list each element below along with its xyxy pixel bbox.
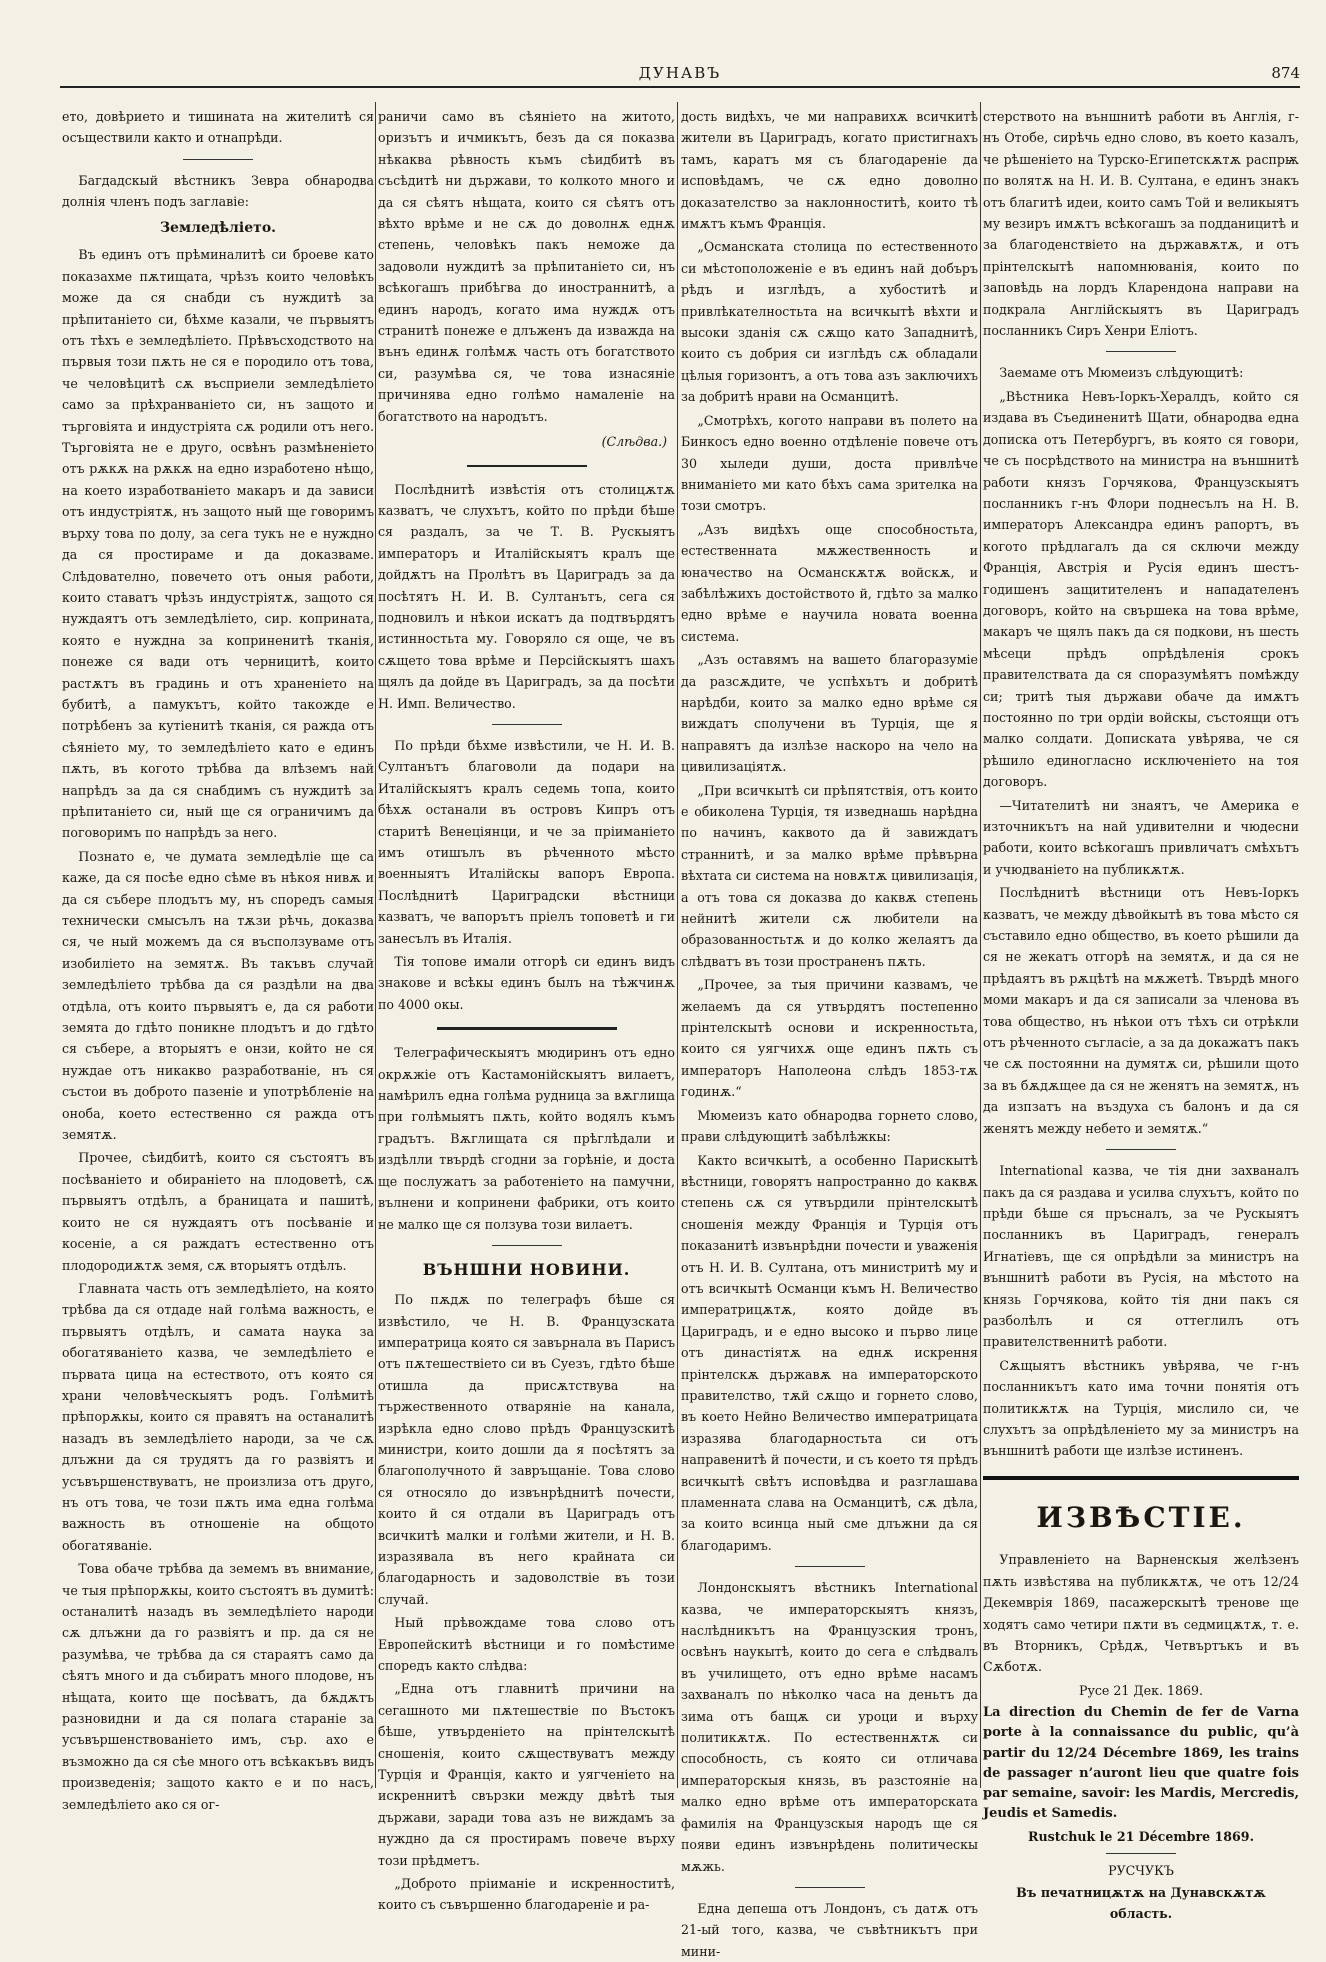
news-item: Една депеша отъ Лондонъ, съ датѫ отъ 21-ый того, казва, че съвѣтникътъ при мини- xyxy=(681,1900,978,1959)
section-heading: ВЪНШНИ НОВИНИ. xyxy=(422,1259,631,1279)
news-item: Тія топове имали отгорѣ си единъ видъ знакове и всѣкы единъ былъ на тѣжчинѫ по 4000 окы. xyxy=(378,954,675,1012)
article-continuation: ето, довѣрието и тишината на жителитѣ ся осъществили както и отнапрѣди. xyxy=(62,109,374,146)
imprint-press: Въ печатницѫтѫ на Дунавскѫтѫ область. xyxy=(1016,1884,1266,1922)
article-paragraph: Въ единъ отъ прѣминалитѣ си броеве като показахме пѫтищата, чрѣзъ които человѣкъ може да ся снабди съ нуждитѣ за прѣпитаніето си, бѣхме казали, че първыятъ отъ тѣхъ е земледѣліето. Прѣвъсходството на първыя този пѫть не ся е породило отъ това, че человѣцитѣ сѫ въсприели земледѣліето само за прѣхранваніето си, нъ защото и търговіята и индустріята сѫ родили отъ него. Търговіята не е друго, освѣнъ размѣненіето отъ рѫкѫ на рѫкѫ на едно изработено нѣщо, на което изработваніето макаръ и да зависи отъ индустріятѫ, нъ защото ный ще говоримъ върху това по долу, за сега тукъ не е нуждно да ся простираме и да доказваме. Слѣдователно, повечето отъ оныя работи, които ставатъ чрѣзъ индустріятѫ, защото ся нуждаятъ отъ земледѣліето, сир. коприната, която е нуждна за коприненитѣ тканія, понеже ся вади отъ черницитѣ, които растѫтъ въ градинь и отъ храненіето на бубитѣ, а памукътъ, който такожде е потрѣбенъ за кутіенитѣ тканія, ся ражда отъ сѣяніето му, то земледѣліето като е единъ пѫть, въ когото трѣбва да влѣземъ най напрѣдъ за да ся снабдимъ съ нуждитѣ за прѣпитаніето си, ный ще ся ограничимъ да поговоримъ по напрѣдъ за него. xyxy=(62,247,374,841)
column-2 xyxy=(378,106,675,1913)
notice-text-bg: Управленіето на Варненскыя желѣзенъ пѫть извѣстява на публикѫтѫ, че отъ 12/24 Декемврія 1869, пасажерскытѣ тренове ще ходятъ само четири пѫти въ седмицѫтѫ, т. е. въ Вторникъ, Срѣдѫ, Четвъртъкъ и въ Сѫботѫ. xyxy=(983,1552,1299,1675)
article-paragraph: Познато е, че думата земледѣліе ще са каже, да ся посѣе едно сѣме въ нѣкоя нивѫ и да ся събере плодътъ му, нъ споредъ самыя технически смысълъ на тѫзи рѣчь, доказва ся, че ный можемъ да ся въсползуваме отъ изобиліето на земятѫ. Въ такъвъ случай земледѣліето трѣбва да ся раздѣли на два отдѣла, отъ които първыятъ е, да ся работи земята до гдѣто поникне плодътъ и до гдѣто ся събере, а вторыятъ е онзи, който не ся нуждае отъ никакво разработваніе, нъ ся състои въ доброто пазеніе и употрѣбленіе на оноба, което естественно ся ражда отъ земятѫ. xyxy=(62,848,374,1143)
news-item: „Доброто пріиманіе и искренноститѣ, които съ съвършенно благодареніе и ра- xyxy=(378,1876,675,1913)
article-paragraph: Послѣднитѣ вѣстници отъ Невъ-Іоркъ казватъ, че между дѣвойкытѣ въ това мѣсто ся съставило едно общество, въ което рѣшили да ся не жекатъ отгорѣ на земятѫ, и да ся не прѣдаятъ въ рѫцѣтѣ на мѫжетѣ. Твърдѣ много моми макаръ и да ся записали за членова въ това общество, нъ нѣкои отъ тѣхъ си отрѣкли отъ рѣченното съгласіе, а за да докажатъ пакъ че сѫ постоянни на думятѫ си, рѣшили щото за въ бѫдѫщее да ся не женятъ на земятѫ, нъ да изпзатъ на въздуха съ балонъ и да ся женятъ между небето и земятѫ.“ xyxy=(983,885,1299,1136)
news-item: Послѣднитѣ извѣстія отъ столицѫтѫ казватъ, че слухътъ, който по прѣди бѣше ся раздалъ, за че Т. В. Рускыятъ императоръ и Италійскыятъ кралъ ще дойдѫтъ на Пролѣтъ въ Цариградъ за да посѣтятъ Н. И. В. Султанътъ, сега ся подновилъ и нѣкои искатъ да подтвърдятъ истинностьта му. Говоряло ся още, че въ сѫщето това врѣме и Персійскыятъ шахъ щялъ да дойде въ Цариградъ, за да посѣти Н. Имп. Величество. xyxy=(378,481,675,711)
news-item: По пѫдѫ по телеграфъ бѣше ся извѣстило, че Н. В. Французската императрица която ся завърнала въ Парисъ отъ пѫтешествіето си въ Суезъ, гдѣто бѣше отишла да присѫтствува на тържественното отваряніе на канала, изрѣкла едно слово прѣдъ Французскитѣ министри, които дошли да я посѣтятъ за благополучното й завръщаніе. Това слово ся относяло до извънрѣднитѣ почести, които й ся отдали въ Цариградъ отъ всичкитѣ малки и голѣми жители, и Н. В. изразявала въ него крайната си благодарность и задоволствіе въ този случай. xyxy=(378,1292,675,1607)
column-4 xyxy=(983,106,1299,1922)
notice-place-bg: Русе 21 Дек. 1869. xyxy=(1078,1682,1204,1698)
column-divider xyxy=(980,102,981,1788)
article-paragraph: „Османската столица по естественното си мѣстоположеніе е въ единъ най добъръ рѣдъ и изглѣдъ, а хубоститѣ и привлѣкателностьта на всичкытѣ вѣхти и высоки зданія сѫ сѫщо като Западнитѣ, които съ добрия си изглѣдъ сѫ обладали цѣлыя горизонтъ, а отъ това азъ заключихъ за добритѣ нрави на Османцитѣ. xyxy=(681,239,978,405)
column-1 xyxy=(62,106,374,1812)
separator-rule xyxy=(437,1027,617,1030)
newspaper-title: ДУНАВЪ xyxy=(638,64,722,82)
news-item: Телеграфическыятъ мюдиринъ отъ едно окрѫжіе отъ Кастамонійскыятъ вилаетъ, намѣрилъ една голѣма рудница за вѫглища при голѣмыятъ пѫть, който водялъ къмъ градътъ. Вѫглищата ся прѣглѣдали и издѣлли твърдѣ сгодни за горѣніе, и доста ще послужатъ за работеніето на памучни, вълнени и копринени фабрики, отъ които не малко ще ся ползува този вилаетъ. xyxy=(378,1045,675,1232)
page-number: 874 xyxy=(1271,64,1300,82)
news-item: По прѣди бѣхме извѣстили, че Н. И. В. Султанътъ благоволи да подари на Италійскыятъ кралъ седемь топа, които бѣхѫ останали въ островъ Кипръ отъ старитѣ Венеціянци, и че за пріиманіето имъ отишълъ въ рѣченното мѣсто военныятъ Италійскы вапоръ Европа. Послѣднитѣ Цариградски вѣстници казватъ, че вапорътъ пріелъ топоветѣ и ги занесълъ въ Италія. xyxy=(378,737,675,946)
article-paragraph: раничи само въ сѣяніето на житото, оризътъ и ичмикътъ, безъ да ся показва нѣкаква рѣвность къмъ сѣидбитѣ въ съсѣдитѣ ни държави, то колкото много и да ся сѣятъ нѣщата, които ся сѣятъ отъ вѣхто врѣме и не сѫ до доволнѫ еднѫ степень, человѣкъ пакъ неможе да задоволи нуждитѣ за прѣпитаніето си, нъ всѣкогашъ прибѣгва до иностраннитѣ, а единъ народъ, когато има нуждѫ отъ странитѣ понеже е длъженъ да изважда на вънъ единѫ голѣмѫ часть отъ богатството си, разумѣва ся, че това изнасяніе причинява едно голѣмо намаленіе на богатството на народътъ. xyxy=(378,109,675,424)
article-paragraph: дость видѣхъ, че ми направихѫ всичкитѣ жители въ Цариградъ, когато пристигнахъ тамъ, каратъ мя съ благодареніе да исповѣдамъ, че сѫ едно доволно доказателство за наклонноститѣ, които тѣ имѫтъ къмъ Франція. xyxy=(681,109,978,232)
article-paragraph: „Азъ видѣхъ още способностьта, естественната мѫжественность и юначество на Османскѫтѫ войскѫ, и забѣлѣжихъ достойството й, гдѣто за малко едно врѣме е научила новата военна система. xyxy=(681,521,978,644)
article-paragraph: „Азъ оставямъ на вашето благоразуміе да разсѫдите, че успѣхътъ и добритѣ нарѣдби, които за малко едно врѣме ся виждатъ сполучени въ Турція, ще я направятъ да излѣзе наскоро на чело на цивилизаціятѫ. xyxy=(681,652,978,775)
news-item: Лондонскыятъ вѣстникъ International казва, че императорскыятъ князъ, наслѣдникътъ на Французския тронъ, освѣнъ наукытѣ, които до сега е слѣдвалъ въ училището, отъ едно врѣме насамъ захваналъ по нѣколко часа на деньтъ да зима отъ бащѫ си уроци и върху политикѫтѫ. По естественнѫтѫ си способность, съ която си отличава императорскыя князь, въ разстояніе на малко едно врѣме отъ императорската фамилія на Французскыя народъ ще ся появи единъ извънрѣдень политическы мѫжь. xyxy=(681,1580,978,1874)
article-paragraph: Прочее, сѣидбитѣ, които ся състоятъ въ посѣваніето и обираніето на плодоветѣ, сѫ първыятъ отдѣлъ, а браницата и пашитѣ, които не ся нуждаятъ отъ посѣваніе и косеніе, а ся раждатъ естественно отъ плодородиѫтѫ земя, сѫ вторыятъ отдѣлъ. xyxy=(62,1150,374,1273)
news-item: Сѫщыятъ вѣстникъ увѣрява, че г-нъ посланникътъ като има точни понятія отъ политикѫтѫ на Турція, мислило си, че слухътъ за опрѣдѣленіето му за министръ на външнитѣ работи ще излѣзе истиненъ. xyxy=(983,1357,1299,1459)
article-paragraph: „При всичкытѣ си прѣпятствія, отъ които е обиколена Турція, тя изведнашь нарѣдна по начинъ, каквото да й завиждатъ страннитѣ, и за малко врѣме прѣвърна вѣхтата си система на новѫтѫ цивилизація, а отъ това ся доказва до каквѫ степень нейнитѣ жители сѫ любители на образованностьтѫ и до колко желаятъ да слѣдватъ въ този пространенъ пѫть. xyxy=(681,782,978,969)
article-paragraph: „Смотрѣхъ, когото направи въ полето на Бинкосъ едно военно отдѣленіе повече отъ 30 хыледи души, доста привлѣче вниманіето ми като бѣхъ сама зрителка на този смотръ. xyxy=(681,412,978,514)
separator-rule xyxy=(467,465,587,467)
article-paragraph: „Вѣстника Невъ-Іоркъ-Хералдъ, който ся издава въ Съединенитѣ Щати, обнародва една дописка отъ Петербургъ, въ която ся говори, че съ посрѣдството на министра на външнитѣ работи князъ Горчякова, Французскыятъ посланникъ г-нъ Флори поднесълъ на Н. В. императоръ Александра единъ рапортъ, въ когото прѣдлагалъ да ся сключи между Франція, Австрія и Русія единъ шестъ-годишенъ защитителенъ и нападателенъ договоръ, който на свършека на това врѣме, макаръ че щялъ пакъ да ся подкови, нъ шесть мѣсеци прѣдъ опрѣдѣленія срокъ правителствата да ся споразумѣятъ помѣжду си; тритѣ тыя държави обаче да имѫтъ постоянно по три ордіи войскы, състоящи отъ малко солдати. Дописката увѣрява, че ся рѣшило единогласно исключеніето на тоя договоръ. xyxy=(983,388,1299,790)
column-divider xyxy=(375,102,376,1788)
page-header xyxy=(60,56,1300,88)
separator-rule xyxy=(1106,351,1176,352)
article-paragraph: стерството на външнитѣ работи въ Англія, г-нъ Отобе, сирѣчь едно слово, въ което казалъ, че рѣшеніето на Турско-Египетскѫтѫ распрѭ по волятѫ на Н. И. В. Султана, е единъ знакъ отъ благитѣ идеи, които самъ Той и великыятъ му везиръ имѫтъ всѣкогашъ за подданицитѣ и за благоденствіето на държавѫтѫ, и отъ прінтелскытѣ напомнюванія, които по заповѣдь на лордъ Кларендона направи на подкрала Англійскыятъ въ Цариградъ посланникъ Сиръ Хенри Еліотъ. xyxy=(983,109,1299,339)
to-be-continued: (Слѣдва.) xyxy=(601,434,667,450)
article-paragraph: Това обаче трѣбва да земемъ въ внимание, че тыя прѣпорѫкы, които състоятъ въ думитѣ: останалитѣ назадъ въ земледѣліето народи сѫ длъжни да го развіятъ и пр. да ся не разумѣва, че трѣбва да ся стараятъ само да сѣятъ много и да събиратъ много плодове, нъ нѣщата, които ще посѣватъ, да бѫдѫтъ разновидни и да ся полага стараніе за усъвършенствованіето имъ, сър. ахо е възможно да ся сѣе много отъ всѣкакъвъ видъ произведенія; защото както е и по насъ, земледѣліето ако ся ог- xyxy=(62,1561,374,1812)
article-paragraph: „Прочее, за тыя причини казвамъ, че желаемъ да ся утвърдятъ постепенно прінтелскытѣ основи и искренностьта, които ся уягчихѫ още единъ пѫть съ императоръ Наполеона слѣдъ 1853-тѫ годинѫ.“ xyxy=(681,977,978,1100)
notice-top-rule xyxy=(983,1476,1299,1480)
news-item: Ный прѣвождаме това слово отъ Европейскитѣ вѣстници и го помѣстиме споредъ както слѣдва: xyxy=(378,1615,675,1673)
separator-rule xyxy=(795,1566,865,1567)
news-item: „Една отъ главнитѣ причини на сегашното ми пѫтешествіе по Въстокъ бѣше, утвърденіето на прінтелскытѣ сношенія, които сѫществуватъ между Турція и Франція, както и уягченіето на искреннитѣ свързки между двѣтѣ тыя държави, заради това азъ не виждамъ за нуждно да ся простирамъ повече върху този прѣдметъ. xyxy=(378,1681,675,1868)
column-divider xyxy=(677,102,678,1788)
article-paragraph: —Читателитѣ ни знаятъ, че Америка е източникътъ на най удивителни и чюдесни работи, които всѣкогашъ привличатъ смѣхътъ и учюдваніето на публикѫтѫ. xyxy=(983,797,1299,877)
separator-rule xyxy=(183,159,253,160)
article-source-line: Заемаме отъ Мюмеизъ слѣдующитѣ: xyxy=(999,365,1244,381)
notice-place-fr: Rustchuk le 21 Décembre 1869. xyxy=(1028,1829,1254,1845)
notice-text-fr: La direction du Chemin de fer de Varna porte à la connaissance du public, qu’à partir du 12/24 Décembre 1869, les trains de passager n’auront lieu que quatre fois par semaine, savoir: les Mardis, Mercredis, Jeudis et Samedis. xyxy=(983,1705,1299,1821)
article-paragraph: Главната часть отъ земледѣліето, на която трѣбва да ся отдаде най голѣма важность, е първыятъ отдѣлъ, и самата наука за обогатяваніето казва, че земледѣліето е първата цица на естеството, отъ която ся храни человѣческыятъ родъ. Голѣмитѣ прѣпорѫкы, които ся правятъ на останалитѣ назадъ въ земледѣліето народи, за че сѫ длъжни да ся трудятъ да го развіятъ и усъвършенствуватъ, не произлиза отъ друго, нъ отъ това, че този пѫть има една голѣма важность въ отношеніе на общото обогатяваніе. xyxy=(62,1280,374,1553)
notice-title: ИЗВѢСТІЕ. xyxy=(1036,1500,1246,1534)
column-3 xyxy=(681,106,978,1959)
separator-rule xyxy=(492,1245,562,1246)
separator-rule xyxy=(1106,1149,1176,1150)
article-paragraph: Мюмеизъ като обнародва горнето слово, прави слѣдующитѣ забѣлѣжкы: xyxy=(681,1107,978,1145)
article-paragraph: Както всичкытѣ, а особенно Парискытѣ вѣстници, говорятъ напространно до каквѫ степень сѫ ся утвърдили прінтелскытѣ сношенія между Франція и Турція отъ показанитѣ извънрѣдни почести и уваженія отъ Н. И. В. Султана, отъ министритѣ му и отъ всичкытѣ Османци къмъ Н. Величество императрицѫтѫ, която дойде въ Цариградъ, и е едно высоко и първо лице отъ династіятѫ на еднѫ искрення прінтелскѫ държавѫ на императорското правителство, тѫй сѫщо и горнето слово, въ което Нейно Величество императрицата изразява благодарностьта си отъ направенитѣ й почести, и съ което тя прѣдъ всичкытѣ свѣтъ исповѣдва и разглашава пламенната слава на Османцитѣ, сѫ дѣла, за които всинца ный сме длъжни да ся благодаримъ. xyxy=(681,1152,978,1553)
separator-rule xyxy=(795,1887,865,1888)
imprint-city: РУСЧУКЪ xyxy=(1108,1863,1174,1879)
news-item: International казва, че тія дни захваналъ пакъ да ся раздава и усилва слухътъ, който по прѣди бѣше ся пръсналъ, за че Рускыятъ посланникъ въ Цариградъ, генералъ Игнатіевъ, ще ся опрѣдѣли за министръ на външнитѣ работи въ Русія, на мѣстото на князь Горчякова, който тія дни пакъ ся разболѣлъ и ся оттеглилъ отъ правителственнитѣ работи. xyxy=(983,1163,1299,1350)
article-source-line: Багдадскый вѣстникъ Зевра обнародва долнія членъ подъ заглавіе: xyxy=(62,172,374,210)
separator-rule xyxy=(492,724,562,725)
separator-rule xyxy=(1106,1853,1176,1854)
article-heading: Земледѣліето. xyxy=(159,219,277,236)
